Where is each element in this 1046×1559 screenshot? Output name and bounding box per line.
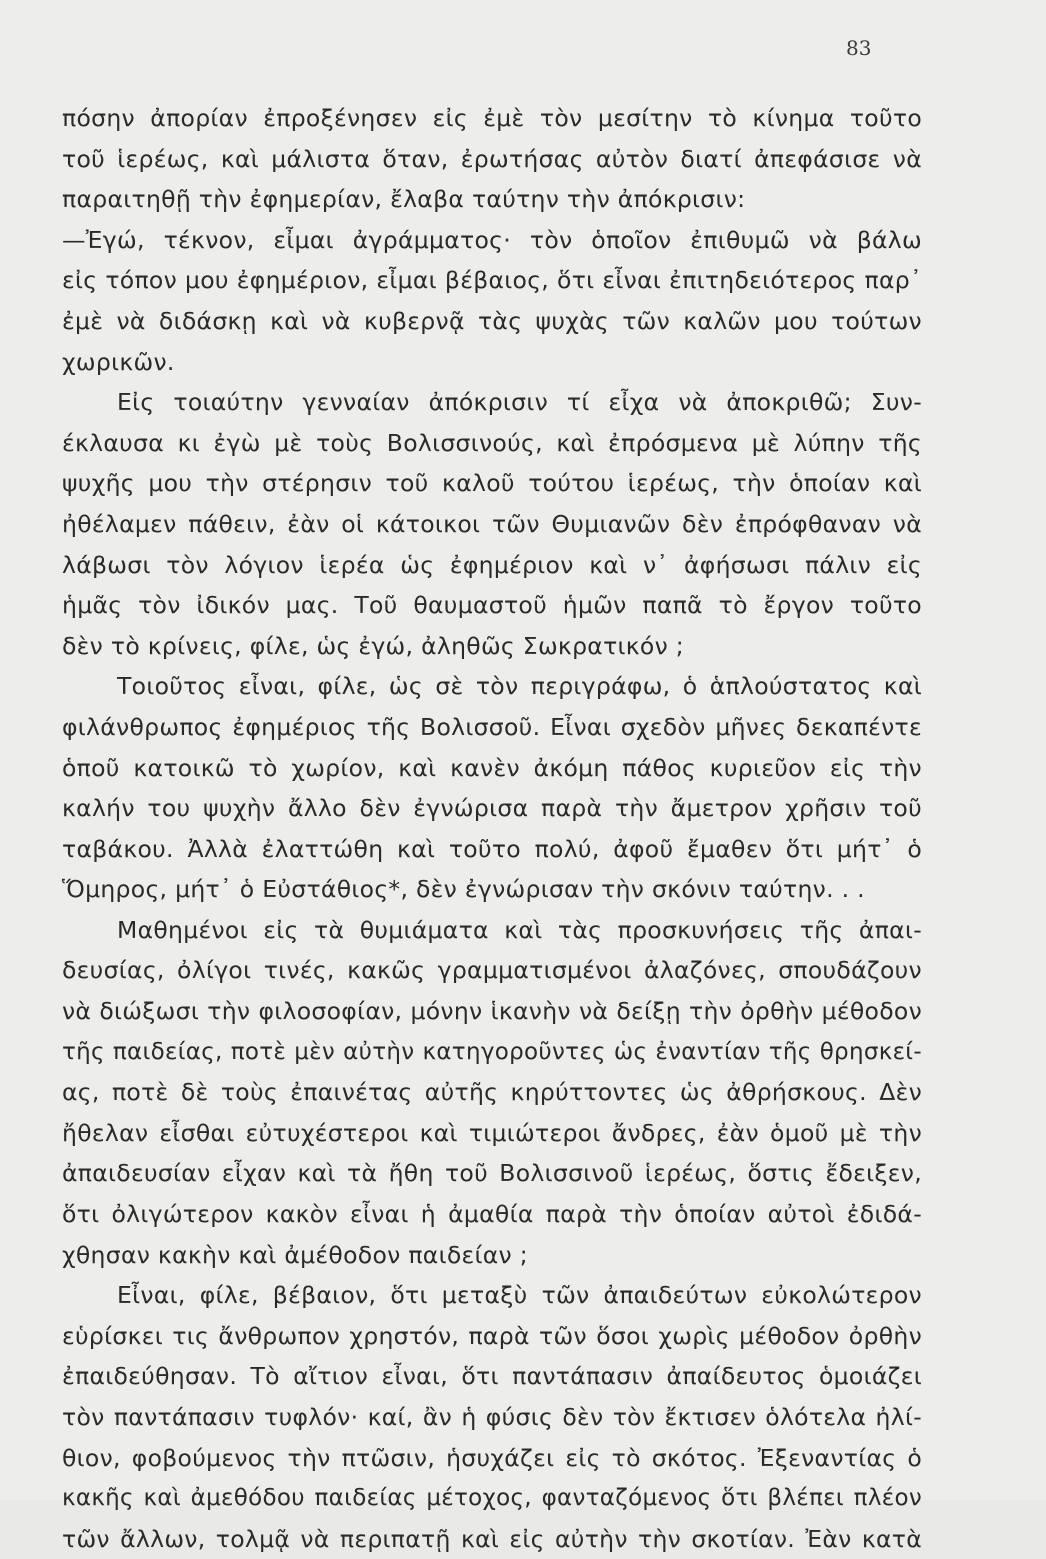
text-line: καλήν του ψυχὴν ἄλλο δὲν ἐγνώρισα παρὰ τὴν ἄμετρον χρῆσιν τοῦ — [62, 794, 922, 823]
text-line: νὰ διώξωσι τὴν φιλοσοφίαν, μόνην ἱκανὴν νὰ δείξῃ τὴν ὀρθὴν μέθοδον — [62, 997, 922, 1026]
text-line: ἤθελαν εἶσθαι εὐτυχέστεροι καὶ τιμιώτεροι ἄνδρες, ἐὰν ὁμοῦ μὲ τὴν — [62, 1118, 922, 1147]
text-line: —Ἐγώ, τέκνον, εἶμαι ἀγράμματος· τὸν ὁποῖον ἐπιθυμῶ νὰ βάλω — [62, 225, 922, 254]
text-line: τῆς παιδείας, ποτὲ μὲν αὐτὴν κατηγοροῦντες ὡς ἐναντίαν τῆς θρησκεί- — [62, 1038, 922, 1065]
text-line: ἀπαιδευσίαν εἶχαν καὶ τὰ ἤθη τοῦ Βολισσινοῦ ἱερέως, ὅστις ἔδειξεν, — [62, 1159, 922, 1188]
text-line: λάβωσι τὸν λόγιον ἱερέα ὡς ἐφημέριον καὶ ν᾽ ἀφήσωσι πάλιν εἰς — [62, 550, 922, 579]
text-line: εἰς τόπον μου ἐφημέριον, εἶμαι βέβαιος, ὅτι εἶναι ἐπιτηδειότερος παρ᾽ — [62, 266, 922, 295]
text-line: δευσίας, ὀλίγοι τινές, κακῶς γραμματισμένοι ἀλαζόνες, σπουδάζουν — [62, 956, 922, 985]
text-line: θιον, φοβούμενος τὴν πτῶσιν, ἡσυχάζει εἰς τὸ σκότος. Ἐξεναντίας ὁ — [62, 1443, 922, 1472]
text-line: κακῆς καὶ ἀμεθόδου παιδείας μέτοχος, φανταζόμενος ὅτι βλέπει πλέον — [62, 1485, 922, 1512]
text-line: τῶν ἄλλων, τολμᾷ νὰ περιπατῇ καὶ εἰς αὐτὴν τὴν σκοτίαν. Ἐὰν κατὰ — [62, 1524, 922, 1553]
text-line: Εἶναι, φίλε, βέβαιον, ὅτι μεταξὺ τῶν ἀπαιδεύτων εὐκολώτερον — [117, 1281, 922, 1310]
text-line: ὅτι ὀλιγώτερον κακὸν εἶναι ἡ ἀμαθία παρὰ τὴν ὁποίαν αὐτοὶ ἐδιδά- — [62, 1200, 922, 1229]
text-line: ὁποῦ κατοικῶ τὸ χωρίον, καὶ κανὲν ἀκόμη πάθος κυριεῦον εἰς τὴν — [62, 753, 922, 782]
text-line: ας, ποτὲ δὲ τοὺς ἐπαινέτας αὐτῆς κηρύττοντες ὡς ἀθρήσκους. Δὲν — [62, 1078, 922, 1107]
text-line: παραιτηθῇ τὴν ἐφημερίαν, ἔλαβα ταύτην τὴν ἀπόκρισιν: — [62, 185, 746, 214]
text-line: πόσην ἀπορίαν ἐπροξένησεν εἰς ἐμὲ τὸν μεσίτην τὸ κίνημα τοῦτο — [62, 104, 922, 132]
text-line: τὸν παντάπασιν τυφλόν· καί, ἂν ἡ φύσις δὲν τὸν ἔκτισεν ὁλότελα ἠλί- — [62, 1403, 922, 1431]
text-line: εὑρίσκει τις ἄνθρωπον χρηστόν, παρὰ τῶν ὅσοι χωρὶς μέθοδον ὀρθὴν — [62, 1321, 922, 1350]
text-line: χωρικῶν. — [62, 347, 175, 376]
page-number: 83 — [846, 36, 872, 60]
text-line: ἠθέλαμεν πάθειν, ἐὰν οἱ κάτοικοι τῶν Θυμιανῶν δὲν ἐπρόφθαναν νὰ — [62, 509, 922, 538]
text-line: έκλαυσα κι ἐγὼ μὲ τοὺς Βολισσινούς, καὶ ἐπρόσμενα μὲ λύπην τῆς — [62, 428, 922, 457]
text-line: ἡμᾶς τὸν ἰδικόν μας. Τοῦ θαυμαστοῦ ἡμῶν παπᾶ τὸ ἔργον τοῦτο — [62, 591, 922, 620]
text-line: Τοιοῦτος εἶναι, φίλε, ὡς σὲ τὸν περιγράφω, ὁ ἁπλούστατος καὶ — [117, 672, 922, 701]
text-line: Ὅμηρος, μήτ᾽ ὁ Εὐστάθιος*, δὲν ἐγνώρισαν τὴν σκόνιν ταύτην. . . — [62, 875, 865, 904]
body-text — [62, 98, 922, 1559]
text-line: δὲν τὸ κρίνεις, φίλε, ὡς ἐγώ, ἀληθῶς Σωκρατικόν ; — [62, 631, 685, 660]
text-line: Μαθημένοι εἰς τὰ θυμιάματα καὶ τὰς προσκυνήσεις τῆς ἀπαι- — [117, 915, 922, 944]
text-line: ἐμὲ νὰ διδάσκῃ καὶ νὰ κυβερνᾷ τὰς ψυχὰς τῶν καλῶν μου τούτων — [62, 306, 922, 335]
text-line: φιλάνθρωπος ἐφημέριος τῆς Βολισσοῦ. Εἶναι σχεδὸν μῆνες δεκαπέντε — [62, 712, 922, 741]
text-line: ἐπαιδεύθησαν. Τὸ αἴτιον εἶναι, ὅτι παντάπασιν ἀπαίδευτος ὁμοιάζει — [62, 1362, 922, 1391]
text-line: Εἰς τοιαύτην γενναίαν ἀπόκρισιν τί εἶχα νὰ ἀποκριθῶ; Συν- — [117, 388, 922, 417]
text-line: χθησαν κακὴν καὶ ἀμέθοδον παιδείαν ; — [62, 1240, 528, 1269]
text-line: τοῦ ἱερέως, καὶ μάλιστα ὅταν, ἐρωτήσας αὐτὸν διατί ἀπεφάσισε νὰ — [62, 144, 922, 173]
text-line: ταβάκου. Ἀλλὰ ἐλαττώθη καὶ τοῦτο πολύ, ἀφοῦ ἔμαθεν ὅτι μήτ᾽ ὁ — [62, 834, 922, 863]
text-line: ψυχῆς μου τὴν στέρησιν τοῦ καλοῦ τούτου ἱερέως, τὴν ὁποίαν καὶ — [62, 469, 922, 498]
